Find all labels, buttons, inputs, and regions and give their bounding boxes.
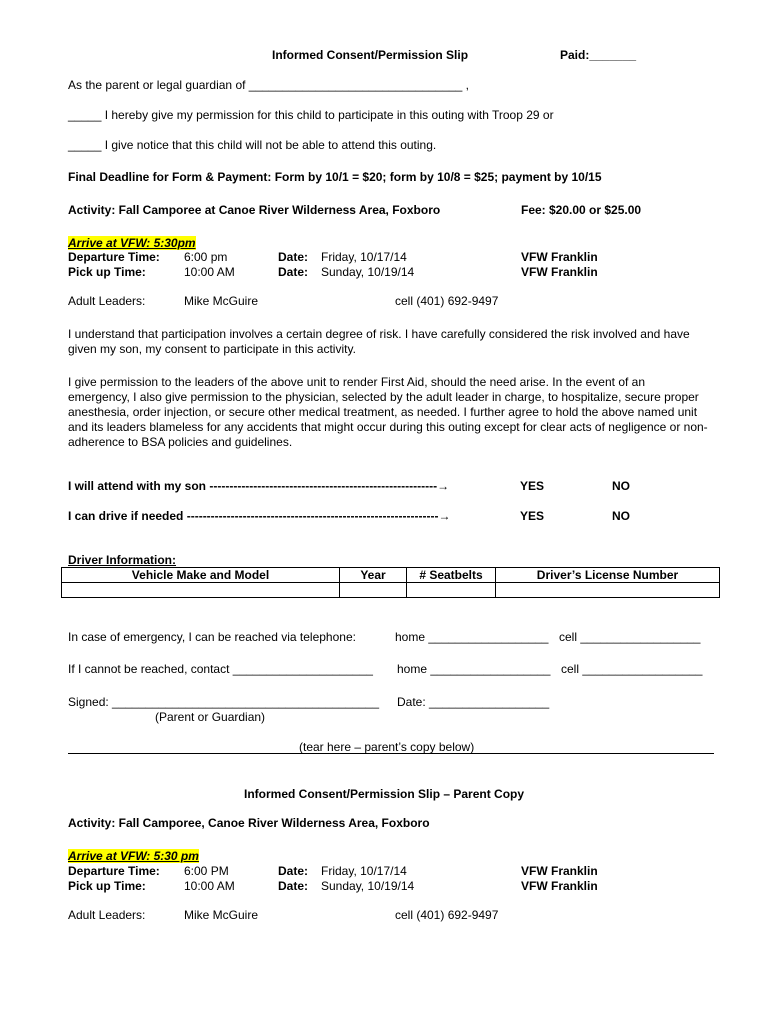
license-cell[interactable] [496, 583, 720, 598]
copy-arrive-highlight [68, 849, 199, 864]
contact-field[interactable]: If I cannot be reached, contact _____________________ [68, 662, 373, 676]
emergency-home-field[interactable]: home __________________ [395, 630, 549, 644]
year-cell[interactable] [340, 583, 407, 598]
leader-name: Mike McGuire [184, 294, 259, 308]
contact-cell-field[interactable]: cell __________________ [561, 662, 703, 676]
paid-field[interactable]: Paid:_______ [560, 48, 637, 62]
parent-guardian-caption: (Parent or Guardian) [155, 710, 266, 724]
pickup-date-label: Date: [278, 265, 309, 279]
arrive-highlight [68, 236, 196, 251]
arrive-text: Arrive at VFW: 5:30pm [68, 236, 196, 250]
notice-line[interactable]: _____ I give notice that this child will not be able to attend this outing. [68, 138, 437, 152]
copy-departure-date: Friday, 10/17/14 [321, 864, 407, 878]
attend-yes-option[interactable]: YES [520, 479, 545, 493]
permission-line[interactable]: _____ I hereby give my permission for this child to participate in this outing with Troop 29 or [68, 108, 554, 122]
emergency-label: In case of emergency, I can be reached via telephone: [68, 630, 356, 644]
signature-field[interactable]: Signed: ________________________________________ [68, 695, 379, 709]
copy-leader-phone: cell (401) 692-9497 [395, 908, 499, 922]
deadline-text: Final Deadline for Form & Payment: Form by 10/1 = $20; form by 10/8 = $25; payment by 10/15 [68, 170, 602, 184]
departure-time: 6:00 pm [184, 250, 228, 264]
departure-label: Departure Time: [68, 250, 160, 264]
contact-home-field[interactable]: home __________________ [397, 662, 551, 676]
leaders-label: Adult Leaders: [68, 294, 146, 308]
copy-activity-text: Activity: Fall Camporee, Canoe River Wilderness Area, Foxboro [68, 816, 430, 830]
copy-arrive-text: Arrive at VFW: 5:30 pm [68, 849, 199, 863]
signature-date-field[interactable]: Date: __________________ [397, 695, 550, 709]
drive-yes-option[interactable]: YES [520, 509, 545, 523]
driver-info-heading: Driver Information: [68, 553, 177, 567]
form-title: Informed Consent/Permission Slip [272, 48, 469, 62]
copy-pickup-place: VFW Franklin [521, 879, 598, 893]
departure-date: Friday, 10/17/14 [321, 250, 407, 264]
seatbelts-cell[interactable] [407, 583, 496, 598]
copy-pickup-time: 10:00 AM [184, 879, 235, 893]
driver-table-row [62, 583, 720, 598]
pickup-date: Sunday, 10/19/14 [321, 265, 415, 279]
copy-leaders-label: Adult Leaders: [68, 908, 146, 922]
guardian-line[interactable]: As the parent or legal guardian of ________________________________ , [68, 78, 470, 92]
activity-text: Activity: Fall Camporee at Canoe River Wilderness Area, Foxboro [68, 203, 441, 217]
emergency-cell-field[interactable]: cell __________________ [559, 630, 701, 644]
pickup-label: Pick up Time: [68, 265, 146, 279]
drive-question: I can drive if needed ---------------------------------------------------------------→ [68, 509, 451, 523]
pickup-place: VFW Franklin [521, 265, 598, 279]
departure-place: VFW Franklin [521, 250, 598, 264]
year-column-header: Year [340, 568, 407, 583]
copy-pickup-date-label: Date: [278, 879, 309, 893]
copy-title: Informed Consent/Permission Slip – Parent Copy [244, 787, 525, 801]
copy-departure-date-label: Date: [278, 864, 309, 878]
risk-paragraph: I understand that participation involves a certain degree of risk. I have carefully considered the risk involved and have given my son, my consent to participate in this activity. [68, 327, 690, 356]
driver-table-header-row [62, 568, 720, 583]
vehicle-column-header: Vehicle Make and Model [62, 568, 340, 583]
copy-departure-label: Departure Time: [68, 864, 160, 878]
pickup-time: 10:00 AM [184, 265, 235, 279]
vehicle-cell[interactable] [62, 583, 340, 598]
fee-text: Fee: $20.00 or $25.00 [521, 203, 642, 217]
license-column-header: Driver’s License Number [496, 568, 720, 583]
copy-pickup-label: Pick up Time: [68, 879, 146, 893]
drive-no-option[interactable]: NO [612, 509, 630, 523]
attend-no-option[interactable]: NO [612, 479, 630, 493]
copy-departure-time: 6:00 PM [184, 864, 229, 878]
attend-question: I will attend with my son ---------------------------------------------------------→ [68, 479, 450, 493]
tear-here-text: (tear here – parent’s copy below) [299, 740, 475, 754]
driver-table [61, 567, 720, 598]
copy-leader-name: Mike McGuire [184, 908, 259, 922]
departure-date-label: Date: [278, 250, 309, 264]
copy-departure-place: VFW Franklin [521, 864, 598, 878]
copy-pickup-date: Sunday, 10/19/14 [321, 879, 415, 893]
firstaid-paragraph: I give permission to the leaders of the above unit to render First Aid, should the need arise. In the event of an emergency, I also give permission to the physician, selected by the adult leader in charge, to hospitalize, secure proper anesthesia, order injection, or secure other medical treatment, as needed. I further agree to hold the above named unit and its leaders blameless for any accidents that might occur during this outing except for clear acts of negligence or non-adherence to BSA policies and guidelines. [68, 375, 708, 449]
leader-phone: cell (401) 692-9497 [395, 294, 499, 308]
seatbelts-column-header: # Seatbelts [407, 568, 496, 583]
